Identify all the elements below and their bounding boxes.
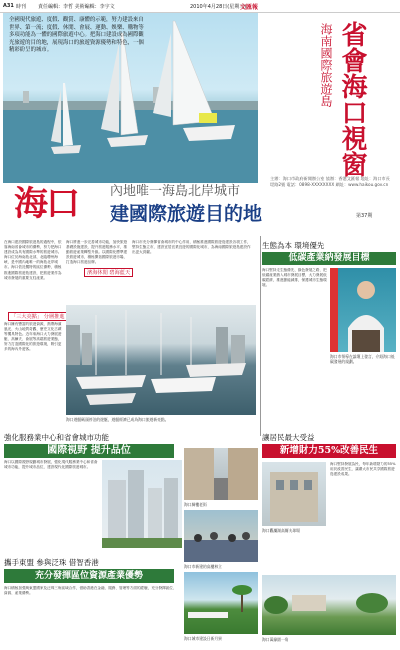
hero-intro-text: 全國現代旅遊、度假、觀賞、康體的示範，努力建設來自世界、第一流；度假、休閒、會展、運動、娛樂、購物等多項功能為一體的國際旅遊中心。把海口建設成為國際觀光旅遊的目的地，展現海口的旅遊資源優勢和特色，一個精彩紛呈的城市。 <box>9 17 144 53</box>
page-header <box>0 0 400 13</box>
old-street-photo <box>184 448 258 500</box>
masthead-title: 省會海口視窗 <box>337 21 367 177</box>
right-bottom-kicker: 讓居民最大受益 <box>262 433 315 442</box>
marina-photo <box>66 305 256 415</box>
headline-line1: 內地唯一海島北岸城市 <box>110 184 241 199</box>
box-label-1: 「三大亮點」 分層推進 <box>8 312 68 321</box>
left-bottom-kicker: 強化服務業中心和省會城市功能 <box>4 433 109 442</box>
issue-number: 第37期 <box>356 213 373 219</box>
speaker-illustration <box>330 268 396 352</box>
paper-name: 文匯報 <box>240 4 259 11</box>
article-col2: 海口將進一步完善城市功能，加快旅遊基礎設施建設，提升旅遊服務水平，推動旅遊產業轉型升級。以國際化標準建設旅遊城市，積極開拓國際旅遊市場，打造海口旅遊品牌。 <box>66 240 128 265</box>
headline-line2: 建國際旅遊目的地 <box>110 203 263 225</box>
building-photo <box>262 462 326 526</box>
right-top-banner: 低碳產業納發展目標 <box>262 252 396 265</box>
caption-4: 海口觀瀾湖高爾夫球場 <box>262 528 300 533</box>
marina-caption: 海口遊艇碼頭停泊的遊艇，遊艇經濟已成為海口旅遊新亮點。 <box>66 417 169 422</box>
section-label: 時刊 <box>16 4 27 10</box>
box-label-2: 濱海休閒 碧海藍天 <box>84 268 133 277</box>
park-illustration <box>262 575 396 635</box>
right-bottom-text: 海口堅持發展為民，每年新增財力的55%用於改善民生，讓廣大市民共享國際旅遊島建設成果。 <box>330 462 396 477</box>
article-col1b: 海口擁有豐富的旅遊資源，熱帶海濱風光、火山地質奇觀、歷史文化古蹟等獨具特色。近年來海口大力發展遊艇、高爾夫、會展等高端旅遊業態，努力打造國際化的旅遊環境，吸引更多的海內外遊客。 <box>4 322 62 352</box>
left-bottom-kicker2: 攜手東盟 參與泛珠 借智香港 <box>4 558 99 567</box>
left-bottom-banner: 國際視野 提升品位 <box>4 444 174 458</box>
left-bottom-text2: 海口積極加強與東盟國家及泛珠三角區域合作，借助香港在金融、服務、管理等方面的經驗，充分發揮區位、資源、產業優勢。 <box>4 586 177 596</box>
marina-illustration <box>66 305 256 415</box>
park-photo <box>262 575 396 635</box>
caption-3: 海口城市建設日新月異 <box>184 636 222 641</box>
resort-photo <box>184 572 258 634</box>
article-col3: 海口市充分發揮省會城市的中心作用，積極推進國際旅遊島建設各項工作，堅持生態立市，建設宜居宜業宜遊的國際化城市，為海南國際旅遊島建設作出更大貢獻。 <box>132 240 251 255</box>
old-street-illustration <box>184 448 258 500</box>
page-number: A31 <box>3 3 14 9</box>
masthead-subtitle: 海南國際旅遊島 <box>319 23 333 107</box>
crowd-photo <box>184 510 258 562</box>
editor-line: 責任編輯：李哲 美術編輯：李宇文 <box>38 4 115 10</box>
headline-kou: 海口 <box>14 184 78 224</box>
left-bottom-text: 海口以國際視野規劃城市發展，強化現代服務業中心和省會城市功能，提升城市品位，建設現代化國際旅遊城市。 <box>4 460 98 470</box>
right-top-kicker: 生態為本 環境優先 <box>262 241 325 250</box>
building-illustration <box>262 462 326 526</box>
article-col1: 在海口建設國際旅遊島的過程中，依靠海南省會城市的優勢，努力把海口建設成為具有國際水準的旅遊城市。海口位於海南島北部，北臨瓊州海峽，是中國內地唯一的海島北岸城市。海口依託獨特的區位優勢，積極推進國際旅遊島建設，把旅遊業作為城市發展的重要支柱產業。 <box>4 240 62 280</box>
crowd-illustration <box>184 510 258 562</box>
buildings-illustration <box>102 460 182 548</box>
masthead-info: 主辦：海口市政府新聞辦公室 協辦：香港文匯報 地址：海口市長堤路2號 電話：0898-XXXXXXXX 網址：www.haikou.gov.cn <box>270 176 390 187</box>
speaker-photo <box>330 268 396 352</box>
column-divider <box>260 236 261 436</box>
right-top-text: 海口堅持走生態優先、綠色發展之路，把低碳產業納入城市發展目標，大力發展低碳經濟，推進節能減排，保護城市生態環境。 <box>262 268 327 288</box>
right-bottom-banner: 新增財力55%改善民生 <box>262 444 396 458</box>
caption-5: 海口萬綠園一角 <box>262 637 289 642</box>
speaker-caption: 海口市領導在論壇上發言，介紹海口低碳發展的規劃。 <box>330 354 395 364</box>
city-buildings-photo <box>102 460 182 548</box>
caption-1: 海口騎樓老街 <box>184 502 207 507</box>
caption-2: 海口市新建的高樓林立 <box>184 564 222 569</box>
resort-illustration <box>184 572 258 634</box>
left-bottom-banner2: 充分發揮區位資源產業優勢 <box>4 569 174 583</box>
date-line: 2010年4月28日(星期三) <box>190 4 247 10</box>
masthead <box>258 13 398 219</box>
hero-sailboat-photo <box>3 13 258 183</box>
